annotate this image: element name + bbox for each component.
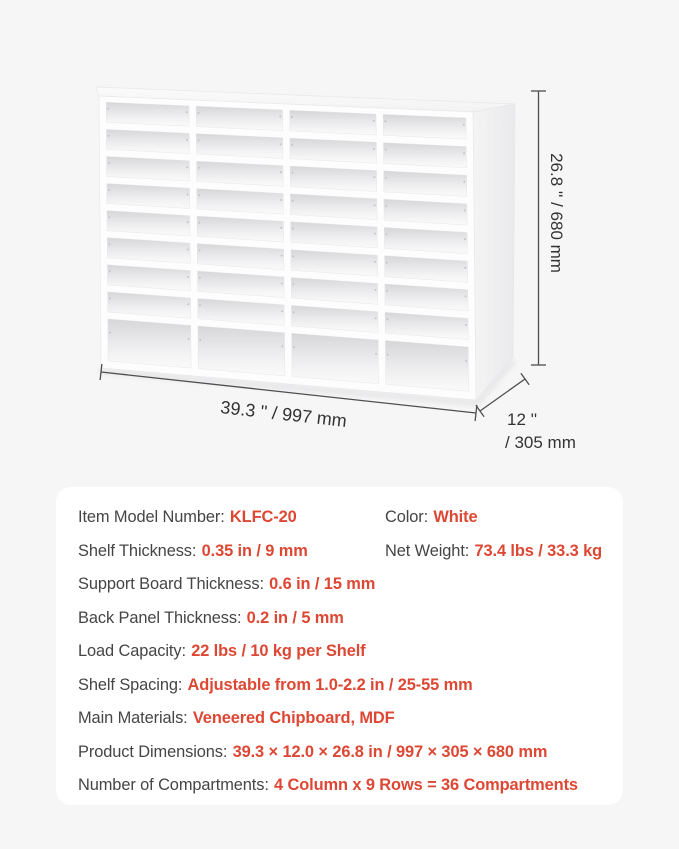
compartment <box>108 319 191 368</box>
peg-hole <box>199 339 201 341</box>
peg-hole <box>385 177 387 179</box>
peg-hole <box>385 149 387 151</box>
spec-value: 73.4 lbs / 33.3 kg <box>474 541 603 560</box>
spec-row <box>78 535 623 569</box>
peg-hole <box>108 162 110 164</box>
peg-hole <box>374 204 376 206</box>
peg-hole <box>199 249 201 251</box>
peg-hole <box>188 338 190 340</box>
peg-hole <box>465 324 467 326</box>
peg-hole <box>197 112 199 114</box>
spec-label: Main Materials: <box>78 709 188 727</box>
spec-label: Item Model Number: <box>78 508 225 526</box>
spec-row <box>78 702 623 736</box>
peg-hole <box>108 243 110 245</box>
height-dimension-label: 26.8 '' / 680 mm <box>547 153 566 273</box>
peg-hole <box>386 233 388 235</box>
spec-row <box>78 669 623 703</box>
spec-list <box>78 501 623 803</box>
spec-card <box>56 487 623 805</box>
compartment <box>196 106 283 130</box>
spec-label: Net Weight: <box>385 541 470 560</box>
compartment <box>383 114 466 139</box>
peg-hole <box>293 346 295 348</box>
height-dimension <box>531 91 546 365</box>
peg-hole <box>375 317 377 319</box>
spec-label: Shelf Spacing: <box>78 675 183 694</box>
peg-hole <box>109 270 111 272</box>
depth-dimension-label-line1: 12 '' <box>507 410 538 429</box>
peg-hole <box>464 210 466 212</box>
spec-row <box>78 602 623 636</box>
spec-row <box>78 769 623 803</box>
compartment <box>198 326 285 376</box>
spec-label: Color: <box>385 508 429 526</box>
peg-hole <box>292 255 294 257</box>
depth-dimension-label-line2: / 305 mm <box>505 433 576 452</box>
peg-hole <box>187 276 189 278</box>
spec-row <box>78 736 623 770</box>
spec-label: Load Capacity: <box>78 642 186 660</box>
peg-hole <box>292 228 294 230</box>
peg-hole <box>187 221 189 223</box>
peg-hole <box>108 189 110 191</box>
spec-value: 0.2 in / 5 mm <box>246 608 344 627</box>
peg-hole <box>186 111 188 113</box>
peg-hole <box>464 267 466 269</box>
peg-hole <box>375 289 377 291</box>
spec-value: KLFC-20 <box>229 508 297 526</box>
peg-hole <box>292 283 294 285</box>
spec-label: Shelf Thickness: <box>78 541 197 560</box>
peg-hole <box>280 199 282 201</box>
peg-hole <box>186 139 188 141</box>
width-dimension-label: 39.3 '' / 997 mm <box>219 397 348 431</box>
peg-hole <box>386 290 388 292</box>
compartment <box>106 129 189 153</box>
peg-hole <box>281 283 283 285</box>
compartment <box>196 134 283 159</box>
compartment <box>290 110 377 135</box>
peg-hole <box>293 311 295 313</box>
peg-hole <box>291 172 293 174</box>
peg-hole <box>198 139 200 141</box>
peg-hole <box>386 318 388 320</box>
peg-hole <box>281 345 283 347</box>
spec-value: 22 lbs / 10 kg per Shelf <box>191 642 366 660</box>
spec-row-col2 <box>385 535 602 569</box>
peg-hole <box>384 120 386 122</box>
peg-hole <box>281 255 283 257</box>
depth-dimension-tick-right <box>521 373 529 384</box>
spec-label: Back Panel Thickness: <box>78 608 242 627</box>
peg-hole <box>463 181 465 183</box>
peg-hole <box>386 262 388 264</box>
spec-value: 0.6 in / 15 mm <box>269 575 376 593</box>
peg-hole <box>187 303 189 305</box>
width-dimension-tick-left <box>100 364 102 380</box>
peg-hole <box>280 227 282 229</box>
peg-hole <box>375 353 377 355</box>
peg-hole <box>198 194 200 196</box>
peg-hole <box>199 277 201 279</box>
spec-value: Veneered Chipboard, MDF <box>192 709 395 727</box>
spec-label: Number of Compartments: <box>78 776 269 794</box>
peg-hole <box>463 152 465 154</box>
depth-dimension-tick-left <box>476 405 484 416</box>
compartment <box>290 138 377 163</box>
peg-hole <box>109 332 111 334</box>
peg-hole <box>107 108 109 110</box>
compartment <box>383 143 466 168</box>
peg-hole <box>199 304 201 306</box>
peg-hole <box>109 298 111 300</box>
peg-hole <box>465 360 467 362</box>
peg-hole <box>198 167 200 169</box>
spec-row <box>78 568 623 602</box>
peg-hole <box>373 148 375 150</box>
peg-hole <box>373 120 375 122</box>
peg-hole <box>280 143 282 145</box>
peg-hole <box>373 176 375 178</box>
spec-value: Adjustable from 1.0-2.2 in / 25-55 mm <box>187 675 473 694</box>
spec-value: 4 Column x 9 Rows = 36 Compartments <box>274 776 578 794</box>
peg-hole <box>465 295 467 297</box>
shelf-side-face <box>473 104 515 400</box>
spec-label: Product Dimensions: <box>78 742 228 761</box>
compartment <box>385 341 469 392</box>
spec-value: 0.35 in / 9 mm <box>201 541 308 560</box>
peg-hole <box>198 222 200 224</box>
peg-hole <box>464 238 466 240</box>
peg-hole <box>108 216 110 218</box>
spec-label: Support Board Thickness: <box>78 575 264 593</box>
compartment <box>106 102 189 126</box>
peg-hole <box>186 166 188 168</box>
spec-row-col2 <box>385 501 477 535</box>
spec-row <box>78 635 623 669</box>
compartment <box>384 171 467 197</box>
peg-hole <box>108 135 110 137</box>
spec-value: 39.3 × 12.0 × 26.8 in / 997 × 305 × 680 mm <box>232 742 548 761</box>
spec-row <box>78 501 623 535</box>
peg-hole <box>187 194 189 196</box>
peg-hole <box>280 171 282 173</box>
peg-hole <box>291 116 293 118</box>
peg-hole <box>374 233 376 235</box>
peg-hole <box>281 310 283 312</box>
peg-hole <box>385 205 387 207</box>
peg-hole <box>374 261 376 263</box>
peg-hole <box>291 144 293 146</box>
peg-hole <box>387 354 389 356</box>
peg-hole <box>187 249 189 251</box>
peg-hole <box>279 116 281 118</box>
peg-hole <box>463 124 465 126</box>
spec-value: White <box>433 508 478 526</box>
peg-hole <box>292 200 294 202</box>
compartment <box>292 333 379 383</box>
